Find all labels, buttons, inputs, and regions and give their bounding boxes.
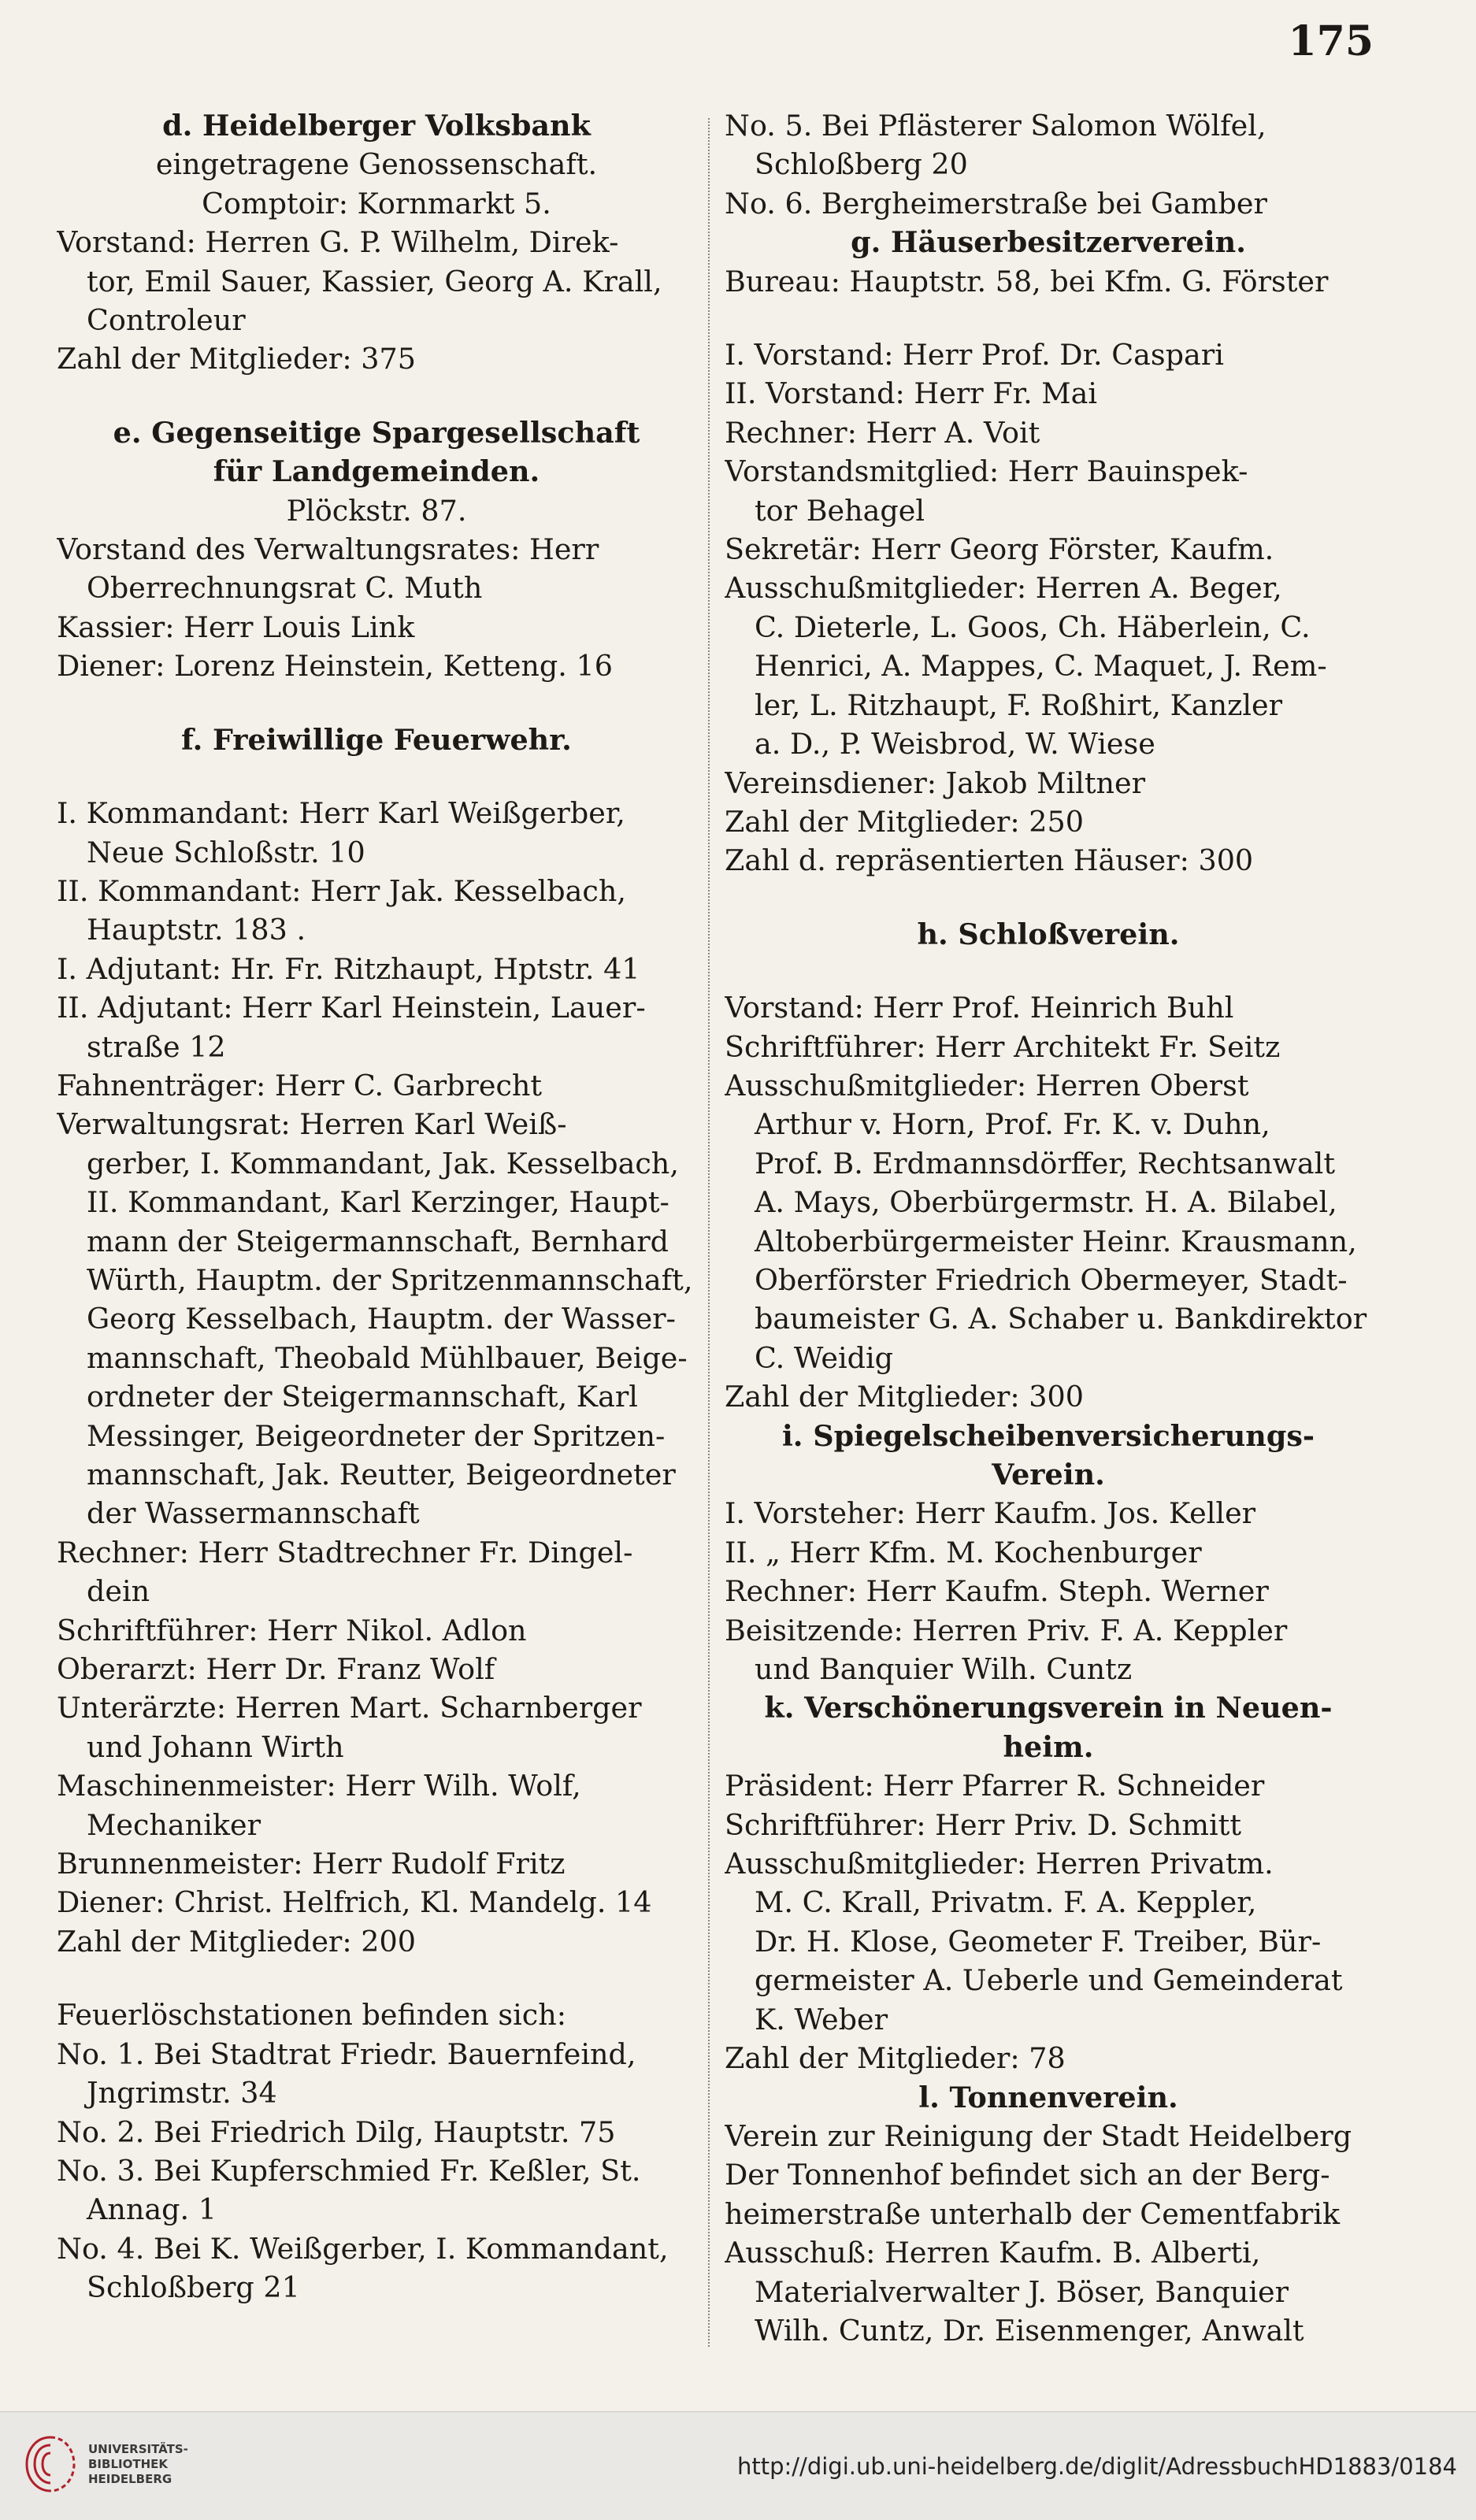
library-name-line: BIBLIOTHEK xyxy=(88,2457,168,2471)
text-line: No. 2. Bei Friedrich Dilg, Hauptstr. 75 xyxy=(57,2114,616,2149)
text-line: Vorstand: Herren G. P. Wilhelm, Direk- xyxy=(57,225,619,260)
text-line: No. 3. Bei Kupferschmied Fr. Keßler, St. xyxy=(57,2153,641,2188)
text-line: A. Mays, Oberbürgermstr. H. A. Bilabel, xyxy=(755,1185,1337,1220)
text-line: Schloßberg 21 xyxy=(87,2270,300,2305)
text-line: tor Behagel xyxy=(755,493,925,528)
text-line: Maschinenmeister: Herr Wilh. Wolf, xyxy=(57,1769,581,1803)
text-line: gerber, I. Kommandant, Jak. Kesselbach, xyxy=(87,1146,679,1180)
text-line: und Banquier Wilh. Cuntz xyxy=(755,1652,1133,1687)
text-line: Plöckstr. 87. xyxy=(286,493,467,528)
text-line: Schriftführer: Herr Nikol. Adlon xyxy=(57,1613,527,1647)
text-line: K. Weber xyxy=(755,2002,888,2036)
text-line: C. Dieterle, L. Goos, Ch. Häberlein, C. xyxy=(755,610,1311,644)
text-line: Zahl d. repräsentierten Häuser: 300 xyxy=(725,843,1254,878)
library-name-line: HEIDELBERG xyxy=(88,2472,172,2486)
text-line: Neue Schloßstr. 10 xyxy=(87,835,365,869)
text-line: I. Kommandant: Herr Karl Weißgerber, xyxy=(57,796,625,831)
text-line: Vereinsdiener: Jakob Miltner xyxy=(725,765,1146,800)
text-line: Ausschußmitglieder: Herren Privatm. xyxy=(725,1847,1274,1881)
text-line: Dr. H. Klose, Geometer F. Treiber, Bür- xyxy=(755,1924,1322,1959)
column-divider xyxy=(708,118,710,2347)
text-line: und Johann Wirth xyxy=(87,1729,344,1764)
section-heading: für Landgemeinden. xyxy=(213,454,540,489)
text-line: Feuerlöschstationen befinden sich: xyxy=(57,1998,567,2033)
text-line: Unterärzte: Herren Mart. Scharnberger xyxy=(57,1691,642,1725)
text-line: Zahl der Mitglieder: 375 xyxy=(57,342,416,376)
text-line: mannschaft, Theobald Mühlbauer, Beige- xyxy=(87,1340,688,1375)
text-line: Hauptstr. 183 . xyxy=(87,913,306,947)
text-line: I. Vorsteher: Herr Kaufm. Jos. Keller xyxy=(725,1496,1256,1531)
text-line: Ausschußmitglieder: Herren Oberst xyxy=(725,1068,1249,1102)
text-line: I. Vorstand: Herr Prof. Dr. Caspari xyxy=(725,338,1224,372)
text-line: Diener: Christ. Helfrich, Kl. Mandelg. 14 xyxy=(57,1885,652,1920)
text-line: a. D., P. Weisbrod, W. Wiese xyxy=(755,727,1155,762)
text-line: M. C. Krall, Privatm. F. A. Keppler, xyxy=(755,1885,1257,1920)
section-heading: k. Verschönerungsverein in Neuen- xyxy=(764,1691,1333,1725)
text-line: Arthur v. Horn, Prof. Fr. K. v. Duhn, xyxy=(755,1107,1270,1142)
text-line: Vorstand: Herr Prof. Heinrich Buhl xyxy=(725,991,1234,1025)
section-heading: l. Tonnenverein. xyxy=(918,2080,1178,2114)
text-line: Zahl der Mitglieder: 250 xyxy=(725,804,1084,839)
text-line: Controleur xyxy=(87,303,246,338)
text-line: dein xyxy=(87,1574,150,1609)
text-line: Oberförster Friedrich Obermeyer, Stadt- xyxy=(755,1262,1348,1297)
text-line: Zahl der Mitglieder: 200 xyxy=(57,1924,416,1959)
section-heading: g. Häuserbesitzerverein. xyxy=(851,225,1246,260)
text-line: II. „ Herr Kfm. M. Kochenburger xyxy=(725,1535,1202,1569)
text-line: Comptoir: Kornmarkt 5. xyxy=(202,186,551,220)
text-line: No. 6. Bergheimerstraße bei Gamber xyxy=(725,186,1267,220)
text-line: Kassier: Herr Louis Link xyxy=(57,610,415,644)
text-line: Oberrechnungsrat C. Muth xyxy=(87,571,483,606)
text-line: tor, Emil Sauer, Kassier, Georg A. Krall, xyxy=(87,264,662,298)
text-line: Zahl der Mitglieder: 78 xyxy=(725,2041,1066,2076)
text-line: Bureau: Hauptstr. 58, bei Kfm. G. Förster xyxy=(725,264,1329,298)
text-line: No. 4. Bei K. Weißgerber, I. Kommandant, xyxy=(57,2231,669,2266)
text-line: ordneter der Steigermannschaft, Karl xyxy=(87,1380,638,1414)
text-line: Fahnenträger: Herr C. Garbrecht xyxy=(57,1068,543,1102)
text-line: II. Kommandant: Herr Jak. Kesselbach, xyxy=(57,873,626,908)
text-line: Rechner: Herr Stadtrechner Fr. Dingel- xyxy=(57,1535,633,1569)
text-line: Schriftführer: Herr Priv. D. Schmitt xyxy=(725,1807,1242,1842)
text-line: Schloßberg 20 xyxy=(755,147,968,182)
text-line: baumeister G. A. Schaber u. Bankdirektor xyxy=(755,1302,1367,1336)
text-line: II. Vorstand: Herr Fr. Mai xyxy=(725,376,1098,411)
left-column xyxy=(57,106,696,2307)
text-line: Verein zur Reinigung der Stadt Heidelberg xyxy=(725,2118,1352,2153)
source-url-link[interactable]: http://digi.ub.uni-heidelberg.de/diglit/AdressbuchHD1883/0184 xyxy=(736,2453,1457,2480)
text-line: mann der Steigermannschaft, Bernhard xyxy=(87,1224,669,1258)
text-line: Georg Kesselbach, Hauptm. der Wasser- xyxy=(87,1302,676,1336)
text-line: Jngrimstr. 34 xyxy=(87,2076,277,2110)
text-line: straße 12 xyxy=(87,1029,226,1064)
text-line: Beisitzende: Herren Priv. F. A. Keppler xyxy=(725,1613,1288,1647)
text-line: No. 5. Bei Pflästerer Salomon Wölfel, xyxy=(725,109,1266,143)
right-column xyxy=(725,106,1372,2350)
text-line: germeister A. Ueberle und Gemeinderat xyxy=(755,1963,1343,1998)
text-line: Verwaltungsrat: Herren Karl Weiß- xyxy=(57,1107,567,1142)
text-line: Annag. 1 xyxy=(87,2192,217,2227)
text-line: No. 1. Bei Stadtrat Friedr. Bauernfeind, xyxy=(57,2036,636,2071)
section-heading: e. Gegenseitige Spargesellschaft xyxy=(113,415,640,450)
text-line: Würth, Hauptm. der Spritzenmannschaft, xyxy=(87,1262,693,1297)
text-line: Diener: Lorenz Heinstein, Ketteng. 16 xyxy=(57,649,613,684)
text-line: mannschaft, Jak. Reutter, Beigeordneter xyxy=(87,1458,676,1492)
text-line: der Wassermannschaft xyxy=(87,1496,420,1531)
text-line: heimerstraße unterhalb der Cementfabrik xyxy=(725,2196,1341,2231)
text-line: Materialverwalter J. Böser, Banquier xyxy=(755,2274,1289,2309)
section-heading: d. Heidelberger Volksbank xyxy=(162,109,591,143)
text-line: Rechner: Herr A. Voit xyxy=(725,415,1040,450)
library-logo-icon xyxy=(22,2434,79,2494)
text-line: C. Weidig xyxy=(755,1340,894,1375)
text-line: Mechaniker xyxy=(87,1807,261,1842)
text-line: Oberarzt: Herr Dr. Franz Wolf xyxy=(57,1652,495,1687)
text-line: eingetragene Genossenschaft. xyxy=(155,147,598,182)
text-line: Messinger, Beigeordneter der Spritzen- xyxy=(87,1418,666,1453)
section-heading: f. Freiwillige Feuerwehr. xyxy=(181,722,572,757)
library-name-line: UNIVERSITÄTS- xyxy=(88,2442,188,2456)
section-heading: h. Schloßverein. xyxy=(917,917,1180,951)
text-line: Ausschußmitglieder: Herren A. Beger, xyxy=(725,571,1282,606)
page-number: 175 xyxy=(1288,17,1374,65)
library-name xyxy=(88,2442,188,2487)
footer-bar xyxy=(0,2411,1476,2520)
text-line: Sekretär: Herr Georg Förster, Kaufm. xyxy=(725,532,1274,567)
text-line: Vorstand des Verwaltungsrates: Herr xyxy=(57,532,599,567)
text-line: Rechner: Herr Kaufm. Steph. Werner xyxy=(725,1574,1269,1609)
text-line: Ausschuß: Herren Kaufm. B. Alberti, xyxy=(725,2236,1261,2270)
text-line: Altoberbürgermeister Heinr. Krausmann, xyxy=(755,1224,1357,1258)
text-line: Präsident: Herr Pfarrer R. Schneider xyxy=(725,1769,1265,1803)
section-heading: i. Spiegelscheibenversicherungs- xyxy=(781,1418,1315,1453)
section-heading: heim. xyxy=(1003,1729,1094,1764)
text-line: ler, L. Ritzhaupt, F. Roßhirt, Kanzler xyxy=(755,687,1283,722)
text-line: Wilh. Cuntz, Dr. Eisenmenger, Anwalt xyxy=(755,2313,1304,2348)
text-line: Der Tonnenhof befindet sich an der Berg- xyxy=(725,2158,1330,2192)
text-line: Henrici, A. Mappes, C. Maquet, J. Rem- xyxy=(755,649,1327,684)
text-line: Vorstandsmitglied: Herr Bauinspek- xyxy=(725,454,1248,489)
text-line: Prof. B. Erdmannsdörffer, Rechtsanwalt xyxy=(755,1146,1336,1180)
text-line: Brunnenmeister: Herr Rudolf Fritz xyxy=(57,1847,566,1881)
section-heading: Verein. xyxy=(992,1458,1105,1492)
text-line: II. Kommandant, Karl Kerzinger, Haupt- xyxy=(87,1185,669,1220)
text-line: II. Adjutant: Herr Karl Heinstein, Lauer- xyxy=(57,991,646,1025)
text-line: Schriftführer: Herr Architekt Fr. Seitz xyxy=(725,1029,1281,1064)
text-line: I. Adjutant: Hr. Fr. Ritzhaupt, Hptstr. 41 xyxy=(57,951,640,986)
text-line: Zahl der Mitglieder: 300 xyxy=(725,1380,1084,1414)
